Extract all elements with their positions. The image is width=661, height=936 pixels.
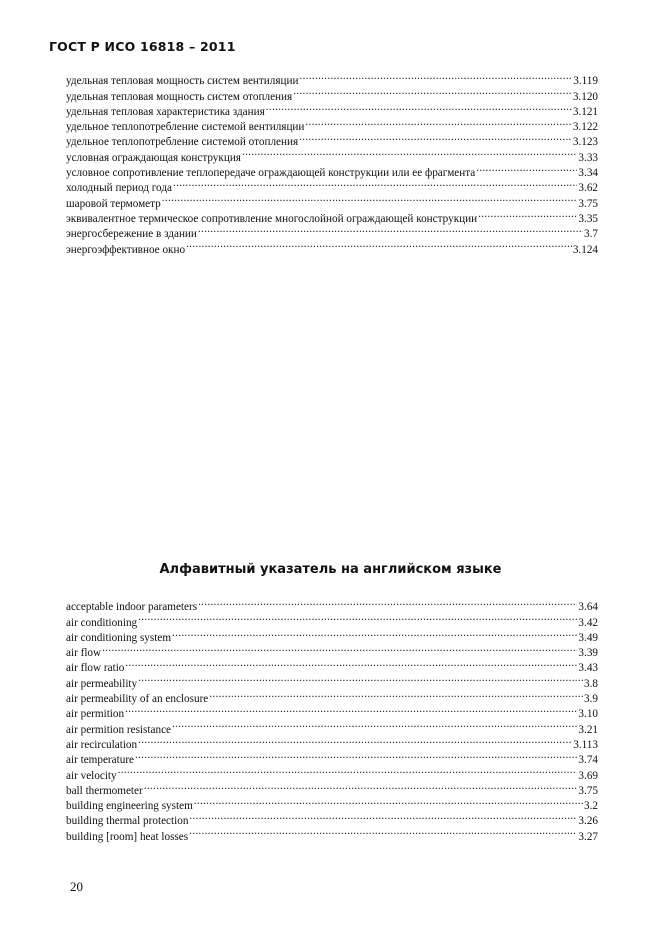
index-ref: 3.62 [578,182,598,195]
index-ref: 3.113 [573,738,598,751]
index-term: шаровой термометр [66,197,161,210]
dot-leader [118,763,578,778]
index-term: условная ограждающая конструкция [66,151,241,164]
dot-leader [476,161,577,176]
index-ref: 3.124 [572,243,598,256]
index-term: удельное теплопотребление системой отопления [66,136,299,149]
index-term: air conditioning [66,616,138,629]
index-ref: 3.123 [572,136,598,149]
index-entry [66,641,598,660]
index-ref: 3.119 [573,75,598,88]
index-entry [66,656,598,675]
index-term: удельная тепловая характеристика здания [66,105,265,118]
dot-leader [198,595,577,610]
dot-leader [186,237,572,252]
index-term: удельная тепловая мощность систем отопления [66,90,293,103]
index-term: building [room] heat losses [66,830,189,843]
index-entry [66,794,598,813]
index-term: air permeability [66,677,138,690]
dot-leader [125,656,577,671]
dot-leader [172,717,577,732]
page-number: 20 [70,879,83,894]
index-entry [66,626,598,644]
index-entry [66,610,598,629]
index-term: удельная тепловая мощность систем вентиляции [66,75,299,88]
dot-leader [162,191,578,206]
index-term: air permition resistance [66,723,171,736]
index-ref: 3.75 [578,784,598,797]
dot-leader [299,69,572,84]
index-ref: 3.39 [578,647,598,660]
index-entry [66,763,598,782]
dot-leader [189,824,577,839]
index-ref: 3.7 [584,228,598,241]
index-term: холодный период года [66,182,172,195]
index-entry [66,671,598,690]
index-term: air flow ratio [66,662,125,675]
dot-leader [173,176,577,191]
index-term: building thermal protection [66,815,189,828]
index-entry [66,702,598,721]
dot-leader [478,207,577,222]
dot-leader [125,702,577,717]
index-term: air temperature [66,754,135,767]
index-term: ball thermometer [66,784,143,797]
dot-leader [172,626,577,641]
dot-leader [209,687,583,702]
index-ref: 3.64 [578,601,598,614]
dot-leader [198,222,583,237]
dot-leader [266,100,572,115]
dot-leader [242,145,577,160]
index-ref: 3.34 [578,167,598,180]
russian-index-list [66,69,598,256]
index-term: эквивалентное термическое сопротивление многослойной ограждающей конструкции [66,212,478,225]
dot-leader [189,809,577,824]
dot-leader [194,794,583,809]
index-entry [66,69,598,88]
index-ref: 3.27 [578,830,598,843]
dot-leader [144,779,578,794]
index-term: air conditioning system [66,631,172,644]
index-ref: 3.122 [572,121,598,134]
index-term: air recirculation [66,738,138,751]
index-term: удельное теплопотребление системой вентиляции [66,121,305,134]
dot-leader [138,610,577,625]
document-header: ГОСТ Р ИСО 16818 – 2011 [49,39,236,54]
english-index-title: Алфавитный указатель на английском языке [159,562,502,577]
index-term: building engineering system [66,800,193,813]
index-ref: 3.33 [578,151,598,164]
index-entry [66,717,598,736]
index-entry [66,733,598,751]
index-entry [66,779,598,797]
index-ref: 3.42 [578,616,598,629]
index-ref: 3.43 [578,662,598,675]
dot-leader [102,641,577,656]
index-term: air flow [66,647,102,660]
index-ref: 3.121 [572,105,598,118]
index-ref: 3.21 [578,723,598,736]
index-ref: 3.75 [578,197,598,210]
index-term: acceptable indoor parameters [66,601,198,614]
dot-leader [299,130,572,145]
index-ref: 3.35 [578,212,598,225]
index-ref: 3.49 [578,631,598,644]
index-ref: 3.8 [584,677,598,690]
index-term: энергоэффективное окно [66,243,186,256]
index-entry [66,687,598,706]
index-ref: 3.2 [584,800,598,813]
index-ref: 3.10 [578,708,598,721]
english-index-list [66,595,598,843]
index-ref: 3.26 [578,815,598,828]
index-term: энергосбережение в здании [66,228,197,241]
index-term: air velocity [66,769,117,782]
index-term: air permeability of an enclosure [66,693,209,706]
index-term: air permition [66,708,125,721]
index-term: условное сопротивление теплопередаче ограждающей конструкции или ее фрагмента [66,167,476,180]
dot-leader [293,84,572,99]
index-ref: 3.74 [578,754,598,767]
dot-leader [135,748,577,763]
index-ref: 3.120 [572,90,598,103]
index-ref: 3.9 [584,693,598,706]
index-entry [66,748,598,767]
dot-leader [305,115,571,130]
index-entry [66,595,598,614]
dot-leader [138,733,572,748]
dot-leader [138,671,583,686]
index-ref: 3.69 [578,769,598,782]
